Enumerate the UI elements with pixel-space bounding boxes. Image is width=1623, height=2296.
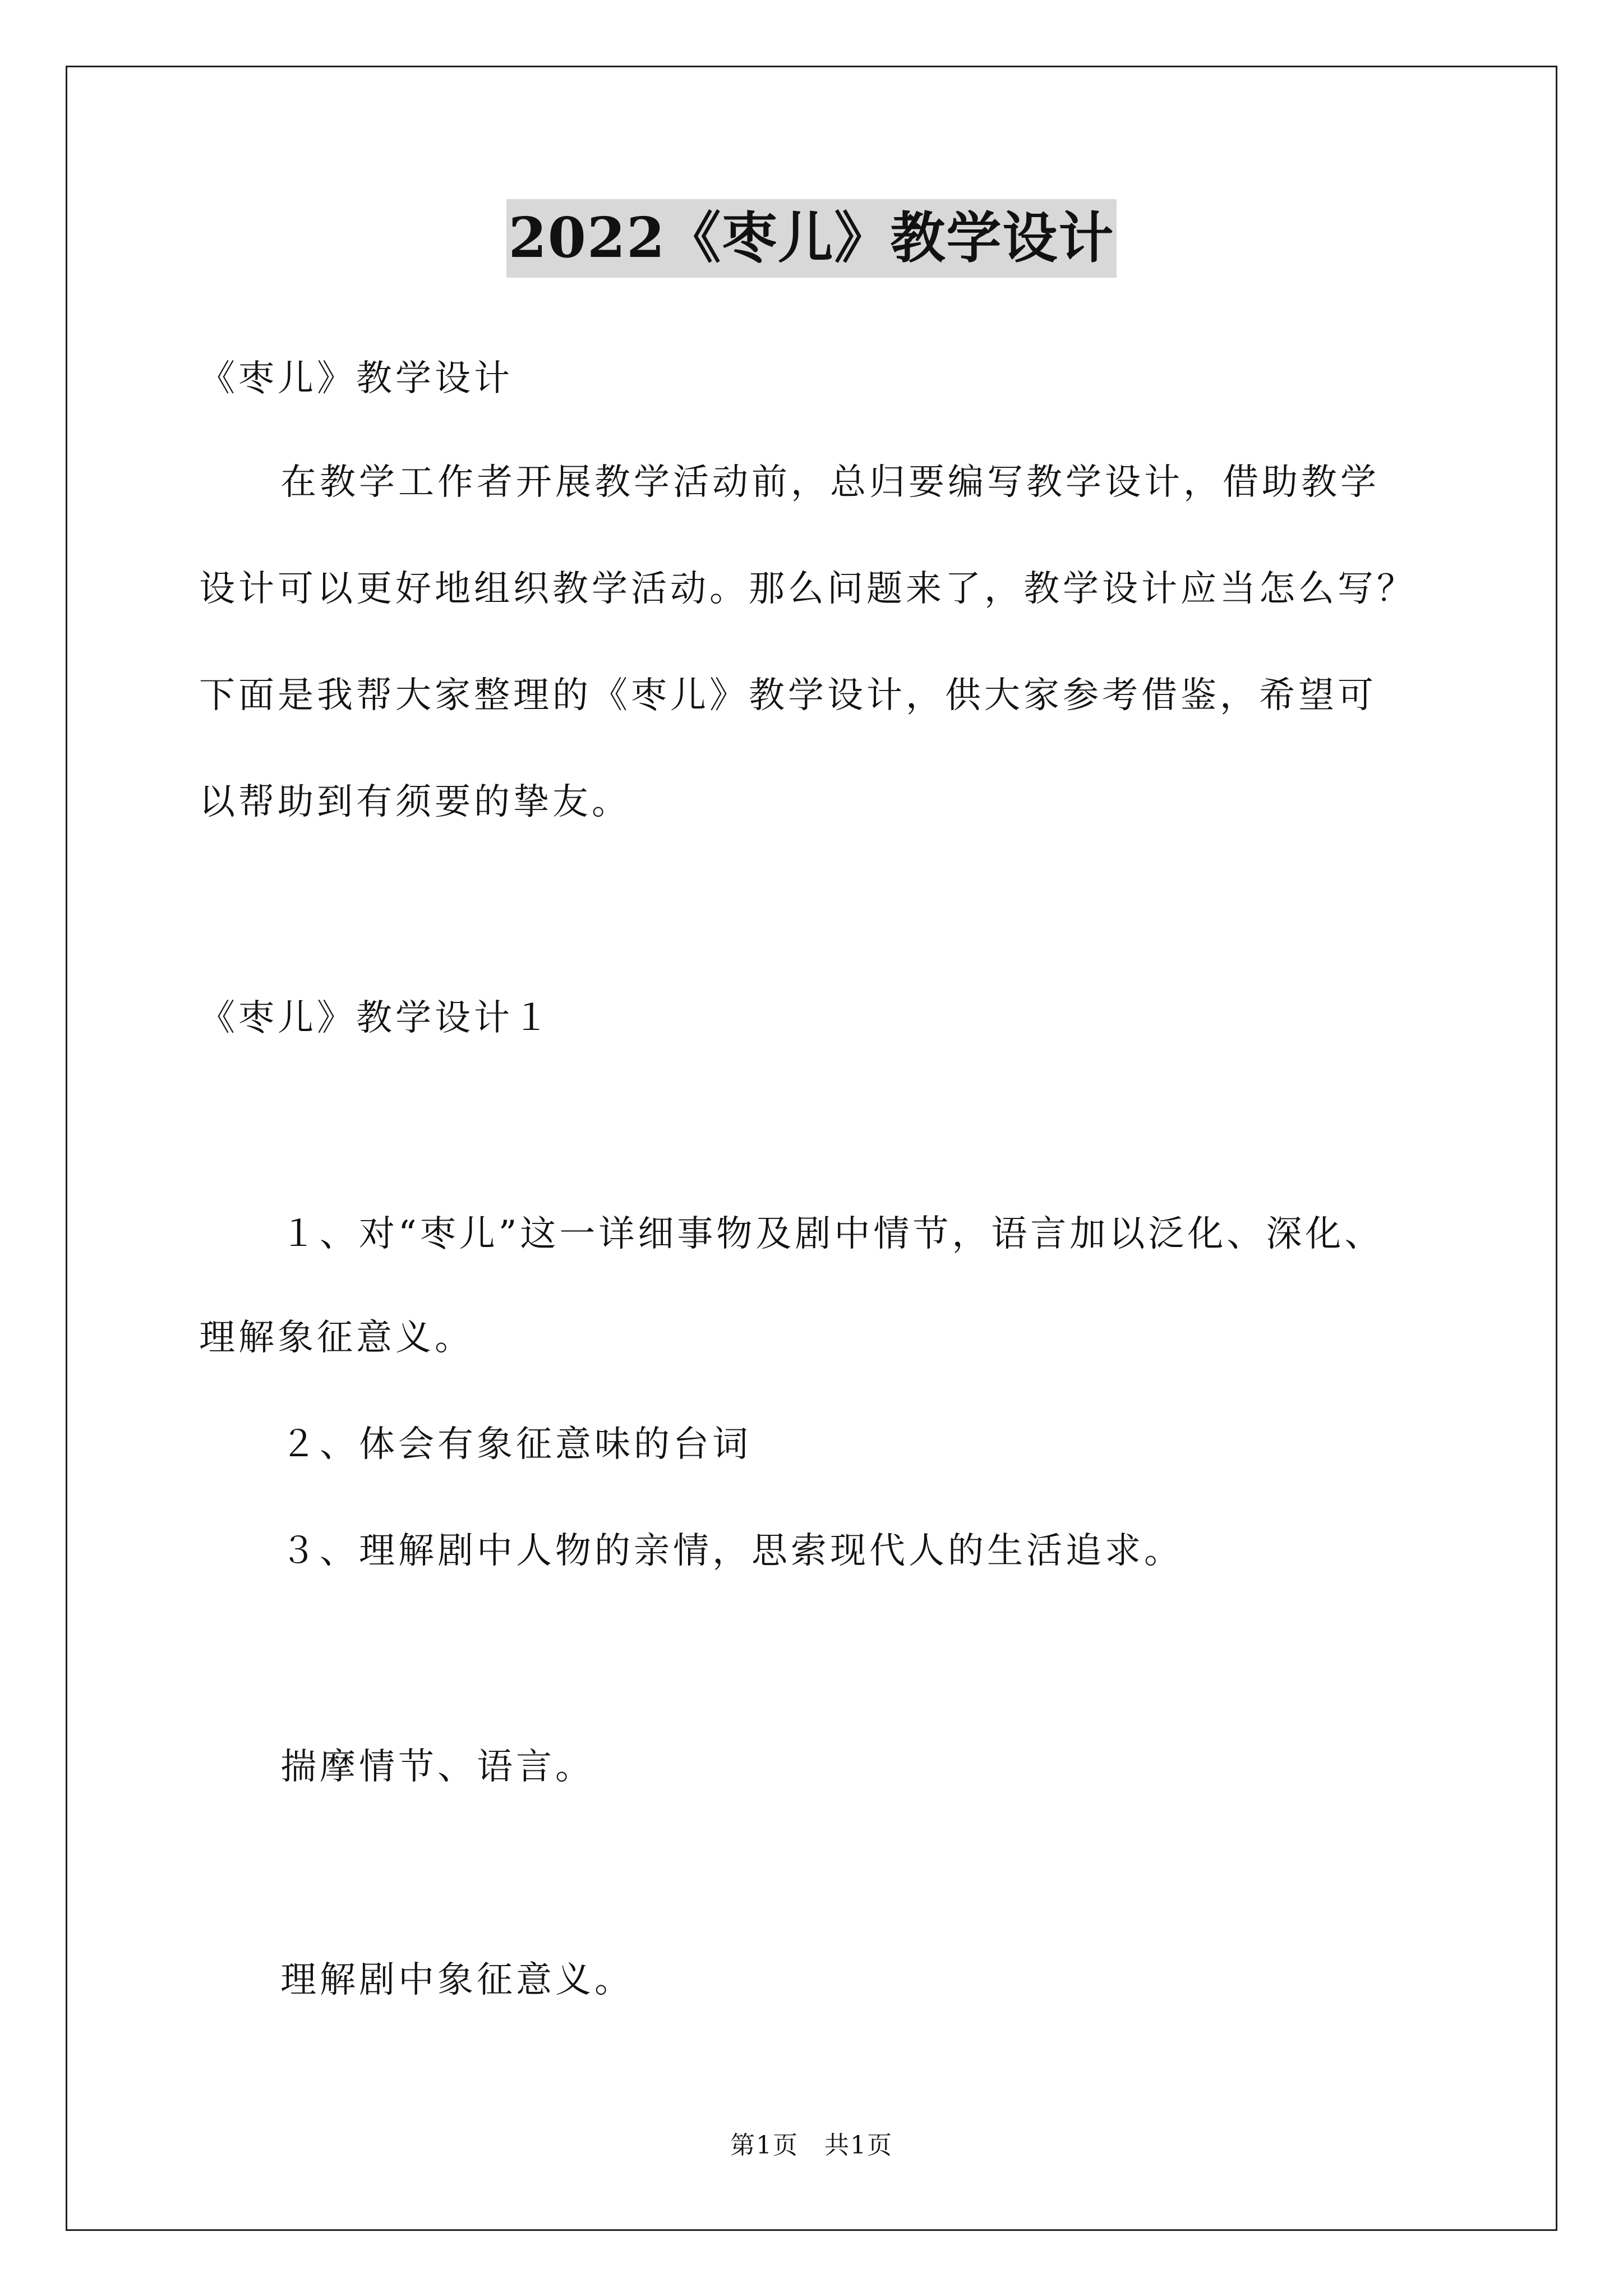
document-title: 2022《枣儿》教学设计 [506,199,1117,278]
difficult-point: 理解剧中象征意义。 [280,1959,634,2001]
goal-line-4: ３、理解剧中人物的亲情，思索现代人的生活追求。 [280,1530,1183,1572]
intro-line-4: 以帮助到有须要的挚友。 [199,781,631,823]
key-point: 揣摩情节、语言。 [280,1746,594,1788]
section-heading: 《枣儿》教学设计１ [199,997,552,1039]
intro-line-1: 在教学工作者开展教学活动前，总归要编写教学设计，借助教学 [280,462,1380,503]
page-footer: 第1页 共1页 [730,2131,893,2160]
intro-line-2: 设计可以更好地组织教学活动。那么问题来了，教学设计应当怎么写？ [199,568,1416,610]
intro-line-3: 下面是我帮大家整理的《枣儿》教学设计，供大家参考借鉴，希望可 [199,675,1377,716]
goal-line-3: ２、体会有象征意味的台词 [280,1424,751,1465]
goal-line-1: １、对“枣儿”这一详细事物及剧中情节，语言加以泛化、深化、 [280,1213,1384,1255]
title-wrap [0,199,1623,278]
subtitle: 《枣儿》教学设计 [199,358,513,399]
goal-line-2: 理解象征意义。 [199,1317,474,1359]
